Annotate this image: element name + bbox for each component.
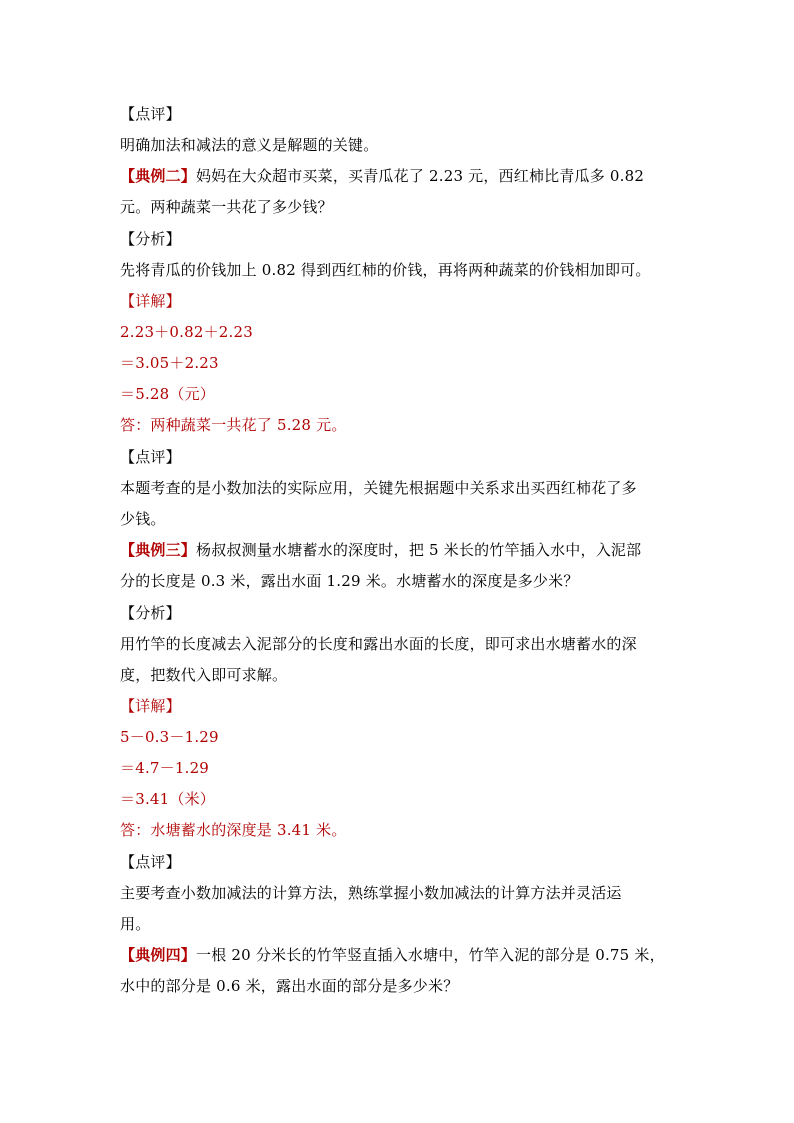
example-2-question-cont: 元。两种蔬菜一共花了多少钱？: [120, 198, 333, 216]
example-label: 【典例二】: [120, 167, 197, 185]
comment-heading: 【点评】: [120, 105, 181, 123]
analysis-text: 用竹竿的长度减去入泥部分的长度和露出水面的长度，即可求出水塘蓄水的深: [120, 635, 637, 653]
comment-text-cont: 少钱。: [120, 510, 166, 528]
solution-step: ＝3.41（米）: [120, 790, 215, 808]
example-4-question-cont: 水中的部分是 0.6 米，露出水面的部分是多少米？: [120, 977, 459, 995]
solution-step: ＝3.05＋2.23: [120, 354, 219, 372]
solution-heading: 【详解】: [120, 292, 181, 310]
solution-step: ＝4.7－1.29: [120, 759, 210, 777]
example-3-question: 【典例三】杨叔叔测量水塘蓄水的深度时，把 5 米长的竹竿插入水中，入泥部: [120, 541, 642, 559]
analysis-heading: 【分析】: [120, 230, 181, 248]
analysis-text-cont: 度，把数代入即可求解。: [120, 666, 288, 684]
comment-text: 本题考查的是小数加法的实际应用，关键先根据题中关系求出买西红柿花了多: [120, 479, 637, 497]
analysis-text: 先将青瓜的价钱加上 0.82 得到西红柿的价钱，再将两种蔬菜的价钱相加即可。: [120, 261, 651, 279]
example-3-question-cont: 分的长度是 0.3 米，露出水面 1.29 米。水塘蓄水的深度是多少米？: [120, 572, 579, 590]
example-4-question: 【典例四】一根 20 分米长的竹竿竖直插入水塘中，竹竿入泥的部分是 0.75 米，: [120, 946, 665, 964]
comment-text: 明确加法和减法的意义是解题的关键。: [120, 136, 379, 154]
solution-step: 5－0.3－1.29: [120, 728, 219, 746]
example-label: 【典例四】: [120, 946, 197, 964]
solution-heading: 【详解】: [120, 697, 181, 715]
solution-step: ＝5.28（元）: [120, 385, 215, 403]
comment-heading: 【点评】: [120, 448, 181, 466]
answer-text: 答：两种蔬菜一共花了 5.28 元。: [120, 416, 347, 434]
comment-text: 主要考查小数加减法的计算方法，熟练掌握小数加减法的计算方法并灵活运: [120, 884, 622, 902]
analysis-heading: 【分析】: [120, 604, 181, 622]
comment-text-cont: 用。: [120, 915, 151, 933]
example-2-question: 【典例二】妈妈在大众超市买菜，买青瓜花了 2.23 元，西红柿比青瓜多 0.82: [120, 167, 645, 185]
example-label: 【典例三】: [120, 541, 197, 559]
comment-heading: 【点评】: [120, 853, 181, 871]
solution-step: 2.23＋0.82＋2.23: [120, 323, 253, 341]
answer-text: 答：水塘蓄水的深度是 3.41 米。: [120, 821, 347, 839]
